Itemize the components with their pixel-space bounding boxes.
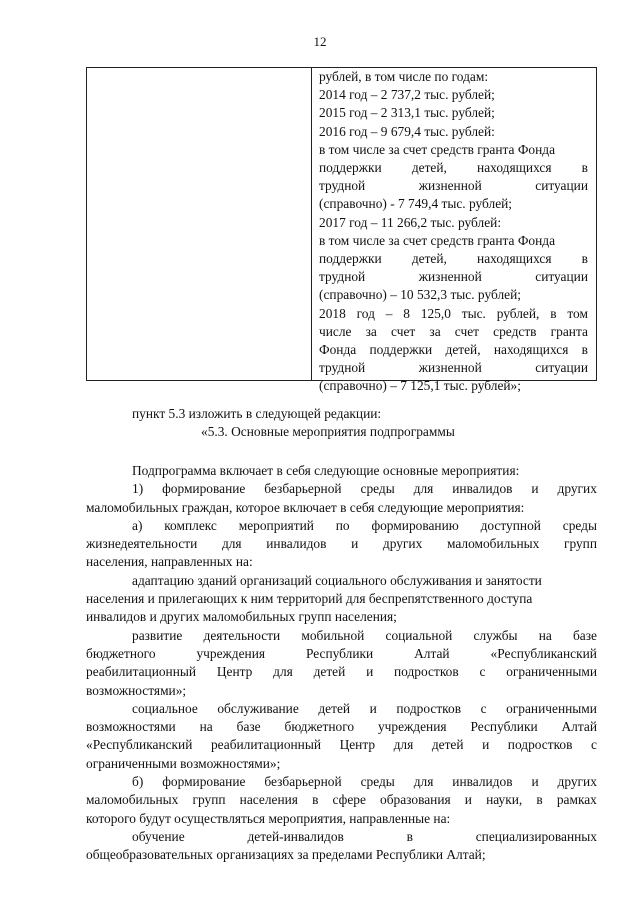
word: в	[536, 792, 543, 808]
text-line: ограниченными возможностями»;	[86, 755, 281, 771]
word: и	[531, 481, 539, 497]
word: и	[366, 664, 374, 680]
word: учреждения	[377, 719, 447, 735]
justified-line	[86, 718, 597, 736]
word: детей	[318, 700, 351, 716]
word: поддержки	[369, 342, 433, 358]
justified-line	[319, 323, 588, 341]
word: жизненной	[418, 178, 482, 194]
text-line: 2016 год – 9 679,4 тыс. рублей:	[319, 123, 495, 139]
word: науки,	[486, 792, 523, 808]
body-text	[86, 462, 597, 865]
word: для	[393, 737, 414, 753]
word: Алтай	[414, 645, 450, 661]
word: среды	[360, 481, 395, 497]
word: год	[356, 305, 375, 321]
word: том	[567, 305, 588, 321]
word: жизнедеятельности	[86, 536, 198, 552]
instruction-text: пункт 5.3 изложить в следующей редакции:	[132, 406, 382, 421]
justified-line	[86, 700, 597, 718]
word: Республики	[306, 645, 374, 661]
justified-line	[86, 517, 597, 535]
word: средств	[493, 323, 537, 339]
word: безбарьерной	[264, 481, 342, 497]
word: обучение	[132, 828, 185, 844]
word: Центр	[216, 664, 253, 680]
word: счет	[454, 323, 480, 339]
justified-line	[86, 535, 597, 553]
word: и	[531, 774, 539, 790]
word: среды	[562, 517, 597, 533]
word: и	[351, 536, 359, 552]
word: инвалидов	[452, 481, 513, 497]
justified-line	[319, 159, 588, 177]
word: 1)	[132, 481, 144, 497]
word: «Республиканский	[490, 645, 597, 661]
text-line: (справочно) – 7 125,1 тыс. рублей»;	[319, 378, 521, 394]
word: групп	[192, 792, 226, 808]
word: на	[199, 719, 213, 735]
justified-line	[86, 736, 597, 754]
text-line: адаптацию зданий организаций социального обслуживания и занятости	[132, 572, 542, 588]
word: поддержки	[319, 160, 382, 176]
word: трудной	[319, 178, 366, 194]
word: подростков	[396, 700, 462, 716]
justified-line	[319, 359, 588, 377]
text-line: которого будут осуществляться мероприятия, направленные на:	[86, 810, 451, 826]
word: мероприятий	[238, 517, 314, 533]
word: на	[538, 627, 552, 643]
word: с	[479, 664, 486, 680]
table-right-cell	[312, 68, 596, 394]
word: жизненной	[418, 360, 482, 376]
word: инвалидов	[452, 774, 513, 790]
word: Фонда	[319, 342, 357, 358]
word: ограниченными	[506, 664, 597, 680]
word: ситуации	[535, 269, 588, 285]
word: числе	[319, 323, 352, 339]
word: за	[365, 323, 377, 339]
word: деятельности	[203, 627, 281, 643]
text-line: 2015 год – 2 313,1 тыс. рублей;	[319, 105, 495, 121]
word: базе	[572, 627, 597, 643]
word: поддержки	[319, 251, 382, 267]
word: формированию	[371, 517, 459, 533]
word: подростков	[507, 737, 573, 753]
word: с	[480, 700, 487, 716]
text-line: инвалидов и других маломобильных групп населения;	[86, 609, 397, 625]
word: и	[482, 737, 490, 753]
justified-line	[86, 645, 597, 663]
word: населения	[239, 792, 298, 808]
word: и	[369, 700, 377, 716]
word: других	[382, 536, 423, 552]
table-left-cell	[87, 68, 312, 380]
word: развитие	[132, 627, 183, 643]
word: формирование	[162, 774, 246, 790]
word: в	[581, 251, 588, 267]
word: за	[429, 323, 441, 339]
word: «Республиканский	[86, 737, 193, 753]
text-line: рублей, в том числе по годам:	[319, 69, 489, 84]
text-line: возможностями»;	[86, 682, 187, 698]
word: б)	[132, 774, 144, 790]
word: детей,	[411, 251, 447, 267]
word: детей,	[445, 342, 481, 358]
justified-line	[86, 773, 597, 791]
word: трудной	[319, 360, 366, 376]
word: для	[413, 774, 434, 790]
word: инвалидов	[266, 536, 327, 552]
word: сфере	[332, 792, 366, 808]
word: рамках	[556, 792, 597, 808]
word: базе	[236, 719, 261, 735]
word: детей,	[411, 160, 447, 176]
text-line: 2017 год – 11 266,2 тыс. рублей:	[319, 214, 502, 230]
word: гранта	[550, 323, 588, 339]
word: доступной	[480, 517, 541, 533]
word: безбарьерной	[264, 774, 342, 790]
word: в	[581, 342, 588, 358]
page-number: 12	[313, 34, 327, 49]
word: учреждения	[196, 645, 266, 661]
justified-line	[86, 663, 597, 681]
word: возможностями	[86, 719, 176, 735]
text-line: населения, направленных на:	[86, 554, 253, 570]
word: в	[406, 828, 413, 844]
word: формирование	[162, 481, 246, 497]
section-instruction	[86, 405, 597, 442]
word: маломобильных	[86, 792, 179, 808]
justified-line	[319, 250, 588, 268]
word: обслуживание	[217, 700, 299, 716]
word: среды	[360, 774, 395, 790]
word: ситуации	[535, 178, 588, 194]
funding-table	[86, 67, 597, 394]
word: бюджетного	[86, 645, 156, 661]
justified-line	[86, 480, 597, 498]
word: специализированных	[475, 828, 597, 844]
word: маломобильных	[446, 536, 540, 552]
word: службы	[473, 627, 518, 643]
justified-line	[86, 791, 597, 809]
word: бюджетного	[284, 719, 355, 735]
word: с	[591, 737, 597, 753]
word: Алтай	[561, 719, 597, 735]
word: детей	[313, 664, 346, 680]
word: 2018	[319, 305, 346, 321]
word: в	[581, 160, 588, 176]
text-line: населения и прилегающих к ним территорий для беспрепятственного доступа	[86, 591, 533, 607]
word: находящихся	[477, 160, 552, 176]
word: реабилитационный	[210, 737, 322, 753]
word: образования	[380, 792, 451, 808]
word: реабилитационный	[86, 664, 197, 680]
text-line: маломобильных граждан, которое включает в себя следующие мероприятия:	[86, 499, 525, 515]
text-line: общеобразовательных организациях за пределами Республики Алтай;	[86, 847, 486, 863]
text-line: Подпрограмма включает в себя следующие основные мероприятия:	[132, 463, 520, 478]
text-line: в том числе за счет средств гранта Фонда	[319, 141, 556, 157]
word: комплекс	[164, 517, 217, 533]
justified-line	[319, 177, 588, 195]
text-line: (справочно) - 7 749,4 тыс. рублей;	[319, 196, 513, 212]
word: для	[273, 664, 293, 680]
word: тыс.	[461, 305, 486, 321]
word: рублей,	[496, 305, 540, 321]
justified-line	[319, 305, 588, 323]
word: для	[221, 536, 242, 552]
word: 8	[403, 305, 410, 321]
text-line: (справочно) – 10 532,3 тыс. рублей;	[319, 287, 521, 303]
word: социальное	[132, 700, 198, 716]
word: в	[550, 305, 557, 321]
word: ограниченными	[506, 700, 597, 716]
word: для	[413, 481, 434, 497]
word: –	[385, 305, 393, 321]
word: подростков	[394, 664, 459, 680]
word: групп	[563, 536, 597, 552]
word: находящихся	[493, 342, 569, 358]
word: детей	[431, 737, 464, 753]
justified-line	[86, 627, 597, 645]
word: а)	[132, 517, 143, 533]
word: детей-инвалидов	[247, 828, 344, 844]
word: других	[557, 774, 597, 790]
word: в	[312, 792, 319, 808]
word: других	[557, 481, 597, 497]
word: Центр	[339, 737, 376, 753]
justified-line	[86, 828, 597, 846]
word: мобильной	[301, 627, 365, 643]
word: трудной	[319, 269, 366, 285]
justified-line	[319, 341, 588, 359]
text-line: 2014 год – 2 737,2 тыс. рублей;	[319, 87, 495, 103]
text-line: в том числе за счет средств гранта Фонда	[319, 232, 556, 248]
word: ситуации	[535, 360, 588, 376]
word: жизненной	[418, 269, 482, 285]
word: счет	[391, 323, 416, 339]
word: 125,0	[420, 305, 451, 321]
justified-line	[319, 268, 588, 286]
word: и	[464, 792, 472, 808]
word: Республики	[470, 719, 538, 735]
word: социальной	[385, 627, 453, 643]
word: находящихся	[477, 251, 552, 267]
section-heading: «5.3. Основные мероприятия подпрограммы	[201, 424, 455, 440]
word: по	[335, 517, 350, 533]
